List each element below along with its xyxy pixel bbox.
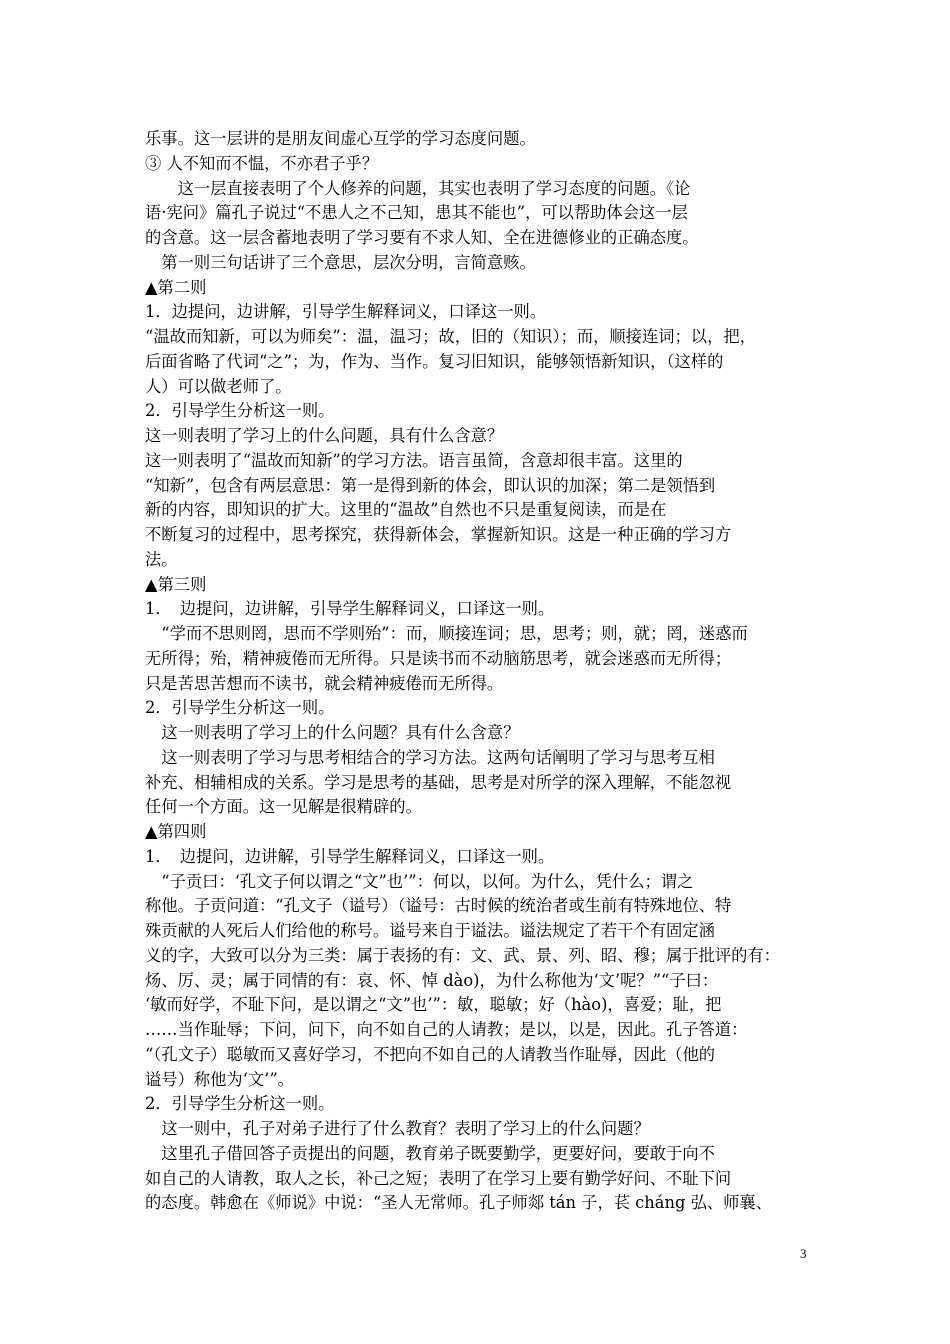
text-line: 这一层直接表明了个人修养的问题，其实也表明了学习态度的问题。《论 [145, 178, 691, 198]
text-line: 这一则表明了学习上的什么问题，具有什么含意？ [145, 426, 504, 445]
text-line: 如自己的人请教，取人之长，补己之短；表明了在学习上要有勤学好问、不耻下问 [145, 1168, 732, 1188]
text-line: 的含意。这一层含蓄地表明了学习要有不求人知、全在进德修业的正确态度。 [145, 228, 699, 247]
text-line: ……当作耻辱；下问，问下，向不如自己的人请教；是以，以是，因此。孔子答道： [145, 1020, 748, 1039]
text-line: 法。 [145, 549, 178, 569]
text-line: 只是苦思苦想而不读书，就会精神疲倦而无所得。 [145, 673, 504, 693]
text-line: ▲第四则 [145, 822, 207, 841]
text-line: 不断复习的过程中，思考探究，获得新体会，掌握新知识。这是一种正确的学习方 [145, 525, 732, 544]
text-line: 2．引导学生分析这一则。 [145, 401, 335, 421]
text-line: 这一则表明了学习上的什么问题？具有什么含意？ [145, 723, 520, 742]
text-line: “（孔文子）聪敏而又喜好学习，不把向不如自己的人请教当作耻辱，因此（他的 [145, 1044, 716, 1064]
text-line: 无所得；殆，精神疲倦而无所得。只是读书而不动脑筋思考，就会迷惑而无所得； [145, 648, 732, 668]
text-line: ▲第二则 [145, 277, 207, 297]
text-line: 2．引导学生分析这一则。 [145, 1094, 335, 1114]
text-line: 这一则中，孔子对弟子进行了什么教育？表明了学习上的什么问题？ [145, 1119, 650, 1138]
body-text [145, 127, 810, 1216]
text-line: “子贡曰：‘孔文子何以谓之“文”也’”：何以，以何。为什么，凭什么；谓之 [145, 871, 694, 891]
text-line: 2．引导学生分析这一则。 [145, 698, 335, 718]
text-line: 这一则表明了学习与思考相结合的学习方法。这两句话阐明了学习与思考互相 [145, 747, 715, 767]
text-line: 的态度。韩愈在《师说》中说：“圣人无常师。孔子师郯 tán 子，苌 cháng 弘、师襄、 [145, 1193, 772, 1213]
text-line: “温故而知新，可以为师矣”：温，温习；故，旧的（知识）；而，顺接连词；以，把， [145, 327, 756, 346]
text-line: 这里孔子借回答子贡提出的问题，教育弟子既要勤学，更要好问，要敢于向不 [145, 1143, 715, 1163]
text-line: 1．边提问，边讲解，引导学生解释词义，口译这一则。 [145, 302, 547, 322]
text-line: 语·宪问》篇孔子说过“不患人之不己知，患其不能也”，可以帮助体会这一层 [145, 203, 688, 223]
text-line: ▲第三则 [145, 574, 207, 594]
text-line: 1． 边提问，边讲解，引导学生解释词义，口译这一则。 [145, 846, 555, 866]
text-line: “知新”，包含有两层意思：第一是得到新的体会，即认识的加深；第二是领悟到 [145, 475, 716, 495]
text-line: 义的字，大致可以分为三类：属于表扬的有：文、武、景、列、昭、穆；属于批评的有： [145, 945, 780, 965]
text-line: 称他。子贡问道：“孔文子（谥号）（谥号：古时候的统治者或生前有特殊地位、特 [145, 896, 732, 916]
text-line: ‘敏而好学，不耻下问，是以谓之“文”也’”：敏，聪敏；好（hào)，喜爱；耻，把 [145, 995, 722, 1015]
text-line: 补充、相辅相成的关系。学习是思考的基础，思考是对所学的深入理解，不能忽视 [145, 772, 732, 792]
text-line: 殊贡献的人死后人们给他的称号。谥号来自于谥法。谥法规定了若干个有固定涵 [145, 921, 715, 940]
text-line: “学而不思则罔，思而不学则殆”：而，顺接连词；思，思考；则，就；罔，迷惑而 [145, 624, 748, 643]
text-line: 后面省略了代词“之”；为，作为、当作。复习旧知识，能够领悟新知识，（这样的 [145, 351, 724, 371]
text-line: 新的内容，即知识的扩大。这里的“温故”自然也不只是重复阅读，而是在 [145, 500, 667, 520]
text-line: 炀、厉、灵；属于同情的有：哀、怀、悼 dào)，为什么称他为‘文’呢？”“子曰： [145, 970, 719, 990]
text-line: ③ 人不知而不愠，不亦君子乎？ [145, 153, 379, 173]
text-line: 第一则三句话讲了三个意思，层次分明，言简意赅。 [145, 252, 536, 272]
text-line: 乐事。这一层讲的是朋友间虚心互学的学习态度问题。 [145, 129, 536, 148]
text-line: 这一则表明了“温故而知新”的学习方法。语言虽简，含意却很丰富。这里的 [145, 450, 683, 470]
text-line: 人）可以做老师了。 [145, 376, 292, 396]
text-line: 1． 边提问，边讲解，引导学生解释词义，口译这一则。 [145, 599, 555, 619]
page-number: 3 [800, 1246, 807, 1261]
text-line: 任何一个方面。这一见解是很精辟的。 [145, 797, 422, 817]
text-line: 谥号）称他为‘文’”。 [145, 1069, 294, 1089]
